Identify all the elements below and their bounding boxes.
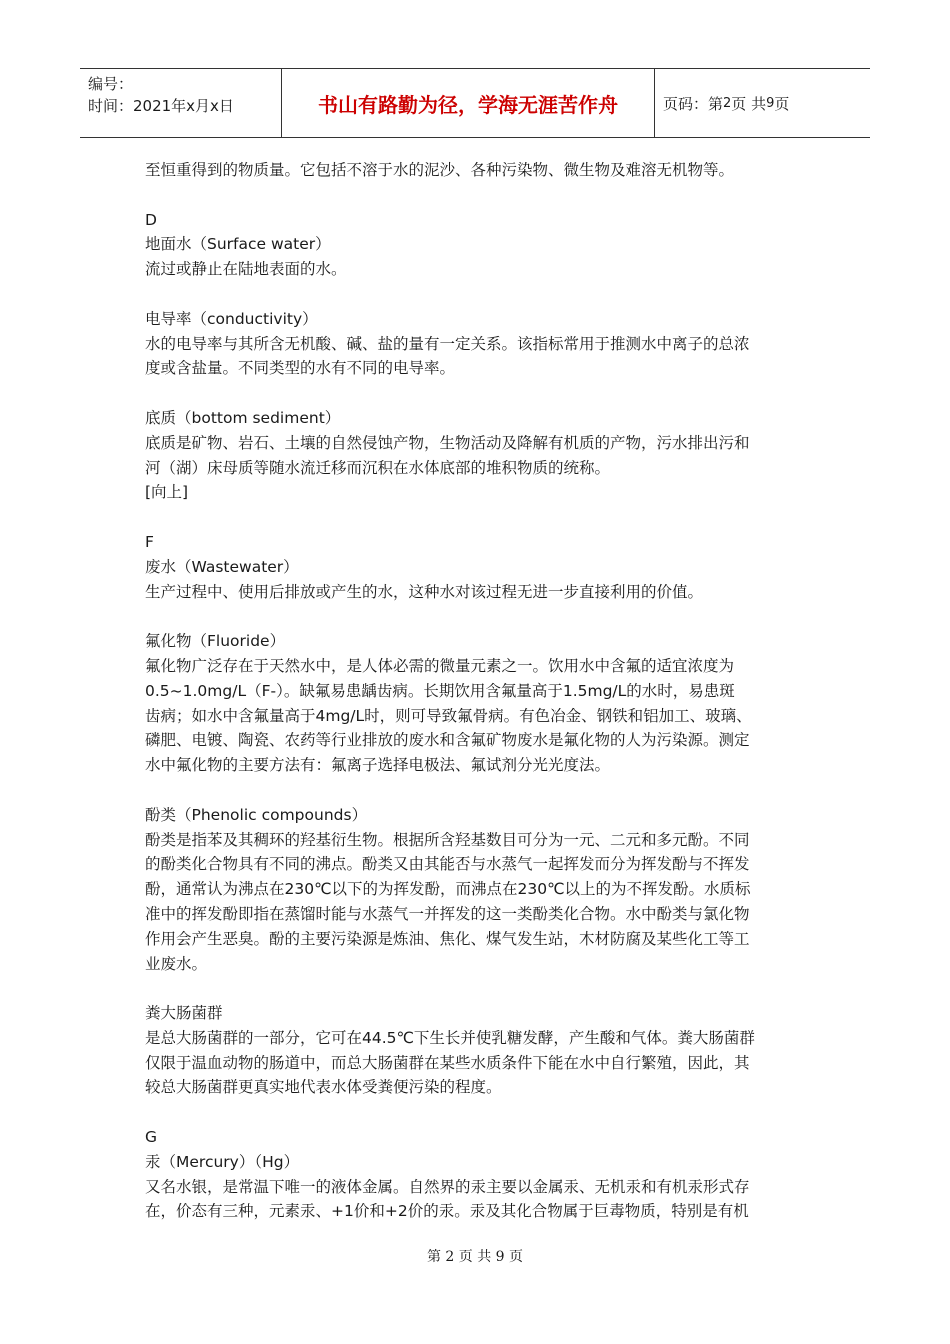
text-line: 水的电导率与其所含无机酸、碱、盐的量有一定关系。该指标常用于推测水中离子的总浓 (145, 334, 750, 353)
text-line: 水中氟化物的主要方法有：氟离子选择电极法、氟试剂分光光度法。 (145, 756, 611, 775)
text-line: 底质是矿物、岩石、土壤的自然侵蚀产物，生物活动及降解有机质的产物，污水排出污和 (145, 433, 750, 452)
text-line: 磷肥、电镀、陶瓷、农药等行业排放的废水和含氟矿物废水是氟化物的人为污染源。测定 (145, 731, 750, 750)
text-line: 氟化物（Fluoride） (145, 632, 286, 651)
page-info-prefix: 页码：第 (663, 94, 724, 113)
text-line: 业废水。 (145, 954, 208, 973)
header-motto: 书山有路勤为径，学海无涯苦作舟 (281, 69, 655, 137)
paragraph-gap (145, 381, 805, 406)
text-line: D (145, 210, 157, 229)
document-body (145, 158, 805, 1224)
text-line: 较总大肠菌群更真实地代表水体受粪便污染的程度。 (145, 1078, 502, 1097)
text-line: 酚类是指苯及其稠环的羟基衍生物。根据所含羟基数目可分为一元、二元和多元酚。不同 (145, 830, 750, 849)
text-line: 废水（Wastewater） (145, 557, 299, 576)
text-line: 河（湖）床母质等随水流迁移而沉积在水体底部的堆积物质的统称。 (145, 458, 611, 477)
document-number-label: 编号： (88, 75, 134, 93)
text-line: F (145, 532, 154, 551)
text-line: 酚类（Phenolic compounds） (145, 805, 368, 824)
page-total: 9 (766, 95, 775, 111)
text-line: 至恒重得到的物质量。它包括不溶于水的泥沙、各种污染物、微生物及难溶无机物等。 (145, 161, 735, 179)
page-info-suffix: 页 (774, 94, 790, 113)
text-line: G (145, 1128, 158, 1147)
back-to-top-link[interactable]: [向上] (145, 483, 189, 502)
paragraph-gap (145, 505, 805, 530)
page-info-mid: 页 共 (731, 94, 767, 113)
document-date: 时间：2021年x月x日 (88, 97, 234, 115)
paragraph-gap (145, 604, 805, 629)
header-left-cell (80, 69, 281, 137)
text-line: 准中的挥发酚即指在蒸馏时能与水蒸气一并挥发的这一类酚类化合物。水中酚类与氯化物 (145, 904, 750, 923)
text-line: 齿病；如水中含氟量高于4mg/L时，则可导致氟骨病。有色冶金、钢铁和铝加工、玻璃、 (145, 706, 752, 725)
text-line: 电导率（conductivity） (145, 309, 318, 328)
text-line: 氟化物广泛存在于天然水中，是人体必需的微量元素之一。饮用水中含氟的适宜浓度为 (145, 656, 735, 675)
text-line: 粪大肠菌群 (145, 1004, 223, 1023)
paragraph-gap (145, 183, 805, 208)
text-line: 0.5~1.0mg/L（F-）。缺氟易患龋齿病。长期饮用含氟量高于1.5mg/L的水时，易患斑 (145, 681, 735, 700)
text-line: 流过或静止在陆地表面的水。 (145, 260, 347, 279)
page-current: 2 (723, 95, 732, 111)
text-line: 又名水银，是常温下唯一的液体金属。自然界的汞主要以金属汞、无机汞和有机汞形式存 (145, 1177, 750, 1196)
text-line: 是总大肠菌群的一部分，它可在44.5℃下生长并使乳糖发酵，产生酸和气体。粪大肠菌群 (145, 1028, 755, 1047)
text-line: 在，价态有三种，元素汞、+1价和+2价的汞。汞及其化合物属于巨毒物质，特别是有机 (145, 1202, 749, 1221)
paragraph-gap (145, 282, 805, 307)
text-line: 酚，通常认为沸点在230℃以下的为挥发酚，而沸点在230℃以上的为不挥发酚。水质标 (145, 880, 751, 899)
text-line: 汞（Mercury）（Hg） (145, 1152, 300, 1171)
header-page-info (655, 69, 870, 137)
paragraph-gap (145, 778, 805, 803)
text-line: 底质（bottom sediment） (145, 408, 341, 427)
text-line: 生产过程中、使用后排放或产生的水，这种水对该过程无进一步直接利用的价值。 (145, 582, 704, 601)
text-line: 度或含盐量。不同类型的水有不同的电导率。 (145, 359, 456, 378)
text-line: 仅限于温血动物的肠道中，而总大肠菌群在某些水质条件下能在水中自行繁殖，因此，其 (145, 1053, 750, 1072)
text-line: 的酚类化合物具有不同的沸点。酚类又由其能否与水蒸气一起挥发而分为挥发酚与不挥发 (145, 855, 750, 874)
page-header (80, 68, 870, 138)
page-footer: 第 2 页 共 9 页 (426, 1249, 524, 1265)
paragraph-gap (145, 976, 805, 1001)
text-line: 作用会产生恶臭。酚的主要污染源是炼油、焦化、煤气发生站，木材防腐及某些化工等工 (145, 929, 750, 948)
text-line: 地面水（Surface water） (145, 235, 331, 254)
paragraph-gap (145, 1100, 805, 1125)
